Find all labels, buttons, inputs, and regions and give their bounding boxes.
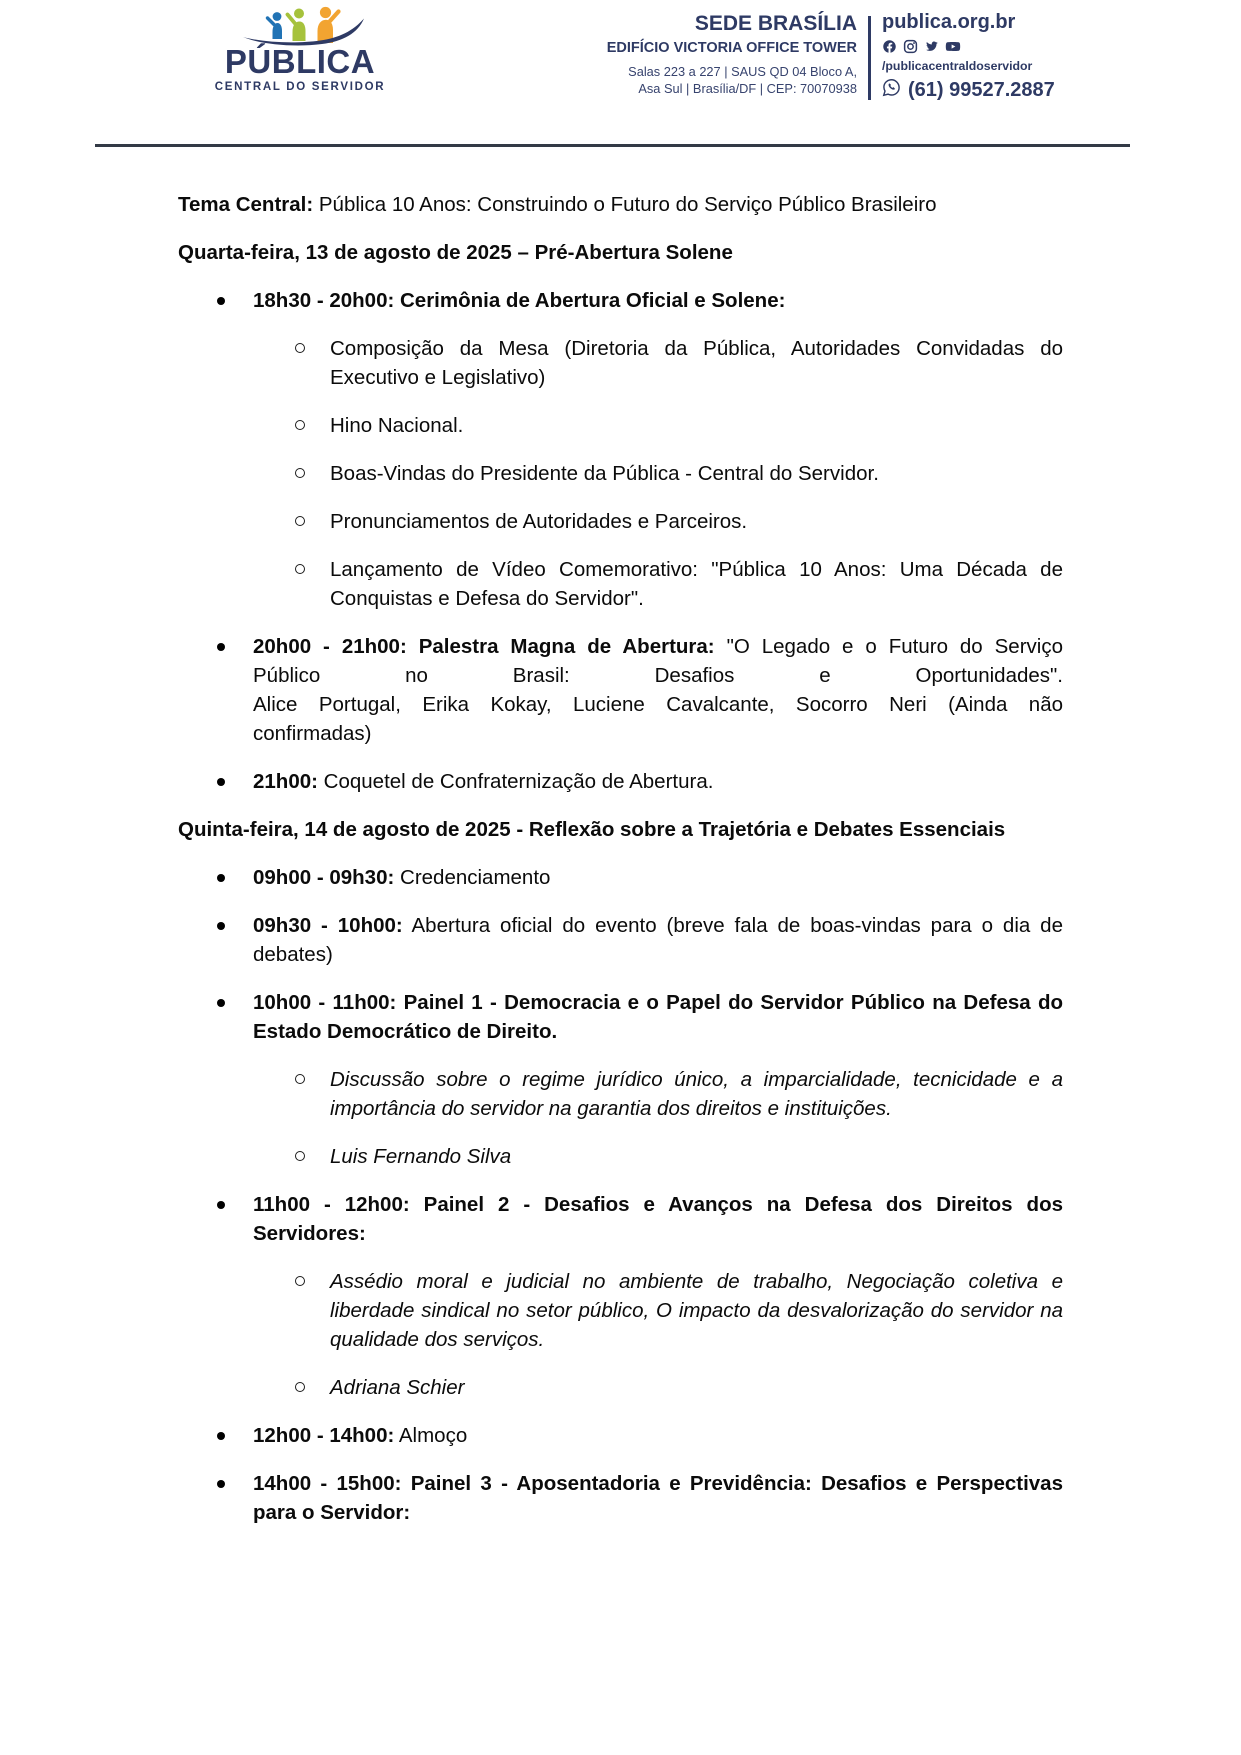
agenda-item (253, 1421, 1063, 1450)
agenda-item (253, 767, 1063, 796)
facebook-icon (882, 39, 897, 54)
contact-block (882, 11, 1055, 102)
youtube-icon (945, 39, 961, 54)
agenda-item-text (253, 911, 1063, 969)
agenda-text-bold: 09h30 - 10h00: (253, 914, 403, 937)
agenda-item (330, 1267, 1063, 1354)
agenda-item-line (253, 661, 1063, 690)
agenda-text: Pronunciamentos de Autoridades e Parceiros. (330, 510, 748, 533)
agenda-item-text (330, 334, 1063, 392)
agenda-item-text (330, 459, 1063, 488)
agenda-item (330, 1142, 1063, 1171)
office-address-block (470, 12, 857, 96)
agenda-item-text (330, 555, 1063, 613)
bullet-circle-icon (295, 1151, 305, 1161)
office-address-line1: Salas 223 a 227 | SAUS QD 04 Bloco A, (628, 64, 857, 79)
header-rule (95, 144, 1130, 147)
bullet-circle-icon (295, 343, 305, 353)
agenda-item (253, 286, 1063, 315)
agenda-text-bold: 20h00 - 21h00: Palestra Magna de Abertura: (253, 635, 727, 658)
agenda-text: Assédio moral e judicial no ambiente de trabalho, Negociação coletiva e liberdade sindical no setor público, O impacto da desvalorização do servidor na qualidade dos serviços. (330, 1270, 1063, 1351)
agenda-item-text (330, 1373, 1063, 1402)
agenda-item (253, 1190, 1063, 1248)
bullet-dot-icon (217, 874, 225, 882)
agenda-text: Público no Brasil: Desafios e Oportunidades". (253, 664, 1063, 687)
day-heading: Quarta-feira, 13 de agosto de 2025 – Pré-Abertura Solene (178, 241, 733, 264)
phone-number: (61) 99527.2887 (908, 78, 1055, 101)
publica-logo (205, 4, 395, 93)
agenda-text-bold: 14h00 - 15h00: Painel 3 - Aposentadoria e Previdência: Desafios e Perspectivas para o Servidor: (253, 1472, 1063, 1524)
theme-paragraph (178, 190, 1063, 219)
office-title: SEDE BRASÍLIA (694, 12, 857, 35)
logo-wordmark: PÚBLICA (224, 43, 376, 80)
agenda-item-text (253, 1469, 1063, 1527)
agenda-item-text (253, 767, 1063, 796)
agenda-text: Credenciamento (394, 866, 551, 889)
agenda-text-bold: 12h00 - 14h00: (253, 1424, 395, 1447)
agenda-text: Pública 10 Anos: Construindo o Futuro do Serviço Público Brasileiro (313, 193, 937, 216)
agenda-text: Coquetel de Confraternização de Abertura. (317, 770, 714, 793)
agenda-item (330, 1373, 1063, 1402)
agenda-item (330, 507, 1063, 536)
agenda (178, 190, 1063, 1546)
twitter-icon (924, 39, 939, 54)
bullet-dot-icon (217, 999, 225, 1007)
agenda-item-line (253, 719, 1063, 748)
bullet-dot-icon (217, 297, 225, 305)
agenda-text: Lançamento de Vídeo Comemorativo: "Pública 10 Anos: Uma Década de Conquistas e Defesa do Servidor". (330, 558, 1063, 610)
bullet-dot-icon (217, 922, 225, 930)
agenda-item-text (253, 988, 1063, 1046)
phone-row (882, 78, 1055, 102)
agenda-item-line (253, 632, 1063, 661)
whatsapp-icon (882, 78, 901, 102)
agenda-item (330, 1065, 1063, 1123)
agenda-item-text (253, 1421, 1063, 1450)
agenda-text-bold: 21h00: (253, 770, 318, 793)
instagram-icon (903, 39, 918, 54)
agenda-text-bold: Tema Central: (178, 193, 314, 216)
agenda-text: Discussão sobre o regime jurídico único, a imparcialidade, tecnicidade e a importância do servidor na garantia dos direitos e instituições. (330, 1068, 1063, 1120)
agenda-text: confirmadas) (253, 722, 372, 745)
day-heading: Quinta-feira, 14 de agosto de 2025 - Reflexão sobre a Trajetória e Debates Essenciais (178, 818, 1006, 841)
social-handle: /publicacentraldoservidor (882, 59, 1033, 73)
agenda-item (253, 632, 1063, 748)
agenda-item-text (253, 1190, 1063, 1248)
website-url: publica.org.br (882, 11, 1016, 33)
header-divider (868, 16, 871, 100)
bullet-circle-icon (295, 564, 305, 574)
bullet-dot-icon (217, 1480, 225, 1488)
agenda-item-text (330, 1065, 1063, 1123)
office-address-line2: Asa Sul | Brasília/DF | CEP: 70070938 (638, 81, 857, 96)
bullet-dot-icon (217, 778, 225, 786)
agenda-item (253, 911, 1063, 969)
agenda-item-text (330, 411, 1063, 440)
agenda-text: Boas-Vindas do Presidente da Pública - Central do Servidor. (330, 462, 879, 485)
agenda-item (330, 411, 1063, 440)
agenda-text-bold: 18h30 - 20h00: Cerimônia de Abertura Oficial e Solene: (253, 289, 786, 312)
agenda-text: Adriana Schier (330, 1376, 465, 1399)
agenda-item-text (330, 1267, 1063, 1354)
agenda-item (253, 863, 1063, 892)
agenda-text: Luis Fernando Silva (330, 1145, 512, 1168)
agenda-text-bold: 10h00 - 11h00: Painel 1 - Democracia e o Papel do Servidor Público na Defesa do Estado Democrático de Direito. (253, 991, 1063, 1043)
bullet-circle-icon (295, 468, 305, 478)
social-icons-row (882, 39, 1055, 54)
agenda-item (253, 988, 1063, 1046)
agenda-item (330, 555, 1063, 613)
letterhead (0, 0, 1241, 150)
agenda-text: Composição da Mesa (Diretoria da Pública, Autoridades Convidadas do Executivo e Legislativo) (330, 337, 1063, 389)
agenda-text: Almoço (394, 1424, 468, 1447)
bullet-dot-icon (217, 643, 225, 651)
agenda-text: Hino Nacional. (330, 414, 464, 437)
bullet-circle-icon (295, 1276, 305, 1286)
bullet-circle-icon (295, 1382, 305, 1392)
logo-tagline: CENTRAL DO SERVIDOR (214, 81, 386, 93)
agenda-item-text (253, 863, 1063, 892)
office-building: EDIFÍCIO VICTORIA OFFICE TOWER (606, 40, 857, 56)
bullet-dot-icon (217, 1432, 225, 1440)
bullet-dot-icon (217, 1201, 225, 1209)
agenda-item-text (330, 1142, 1063, 1171)
agenda-item-line (253, 690, 1063, 719)
agenda-item (330, 334, 1063, 392)
agenda-item (253, 1469, 1063, 1527)
agenda-item-text (253, 632, 1063, 748)
agenda-text: "O Legado e o Futuro do Serviço (726, 635, 1063, 658)
agenda-text: Alice Portugal, Erika Kokay, Luciene Cavalcante, Socorro Neri (Ainda não (253, 693, 1063, 716)
agenda-text-bold: 11h00 - 12h00: Painel 2 - Desafios e Avanços na Defesa dos Direitos dos Servidores: (253, 1193, 1063, 1245)
bullet-circle-icon (295, 516, 305, 526)
logo-people-icon (227, 4, 373, 48)
bullet-circle-icon (295, 1074, 305, 1084)
bullet-circle-icon (295, 420, 305, 430)
agenda-text: Abertura oficial do evento (breve fala de boas-vindas para o dia de debates) (253, 914, 1063, 966)
agenda-text-bold: 09h00 - 09h30: (253, 866, 395, 889)
agenda-item-text (253, 286, 1063, 315)
agenda-item (330, 459, 1063, 488)
agenda-item-text (330, 507, 1063, 536)
